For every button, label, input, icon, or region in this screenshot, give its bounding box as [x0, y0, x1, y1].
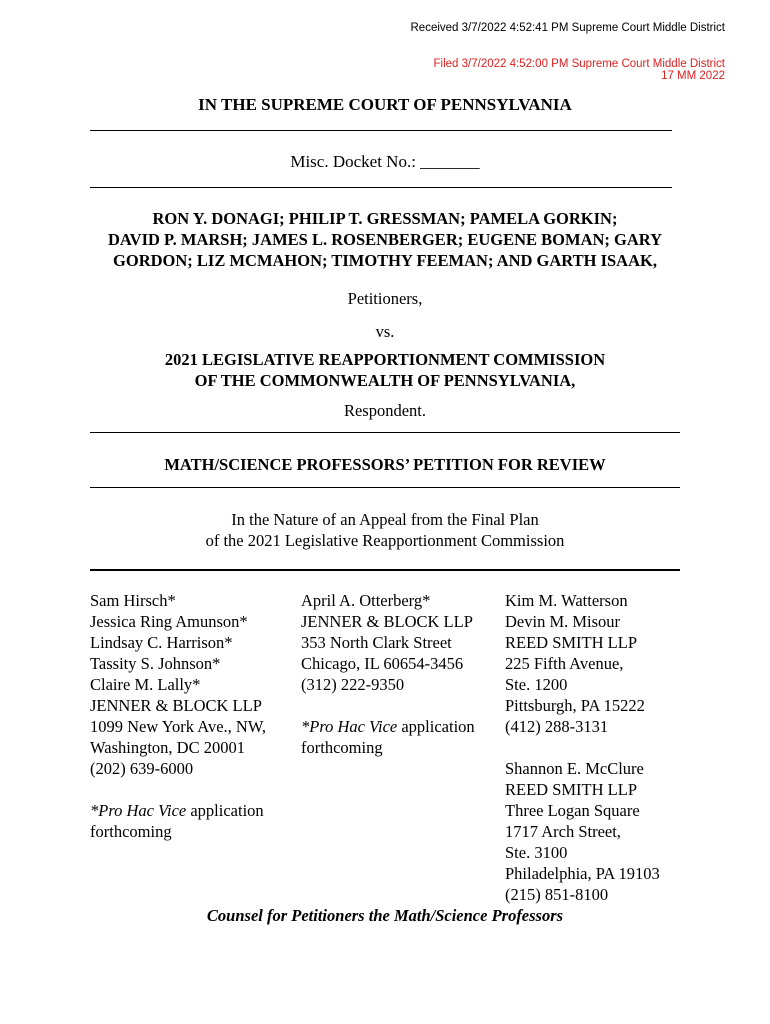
rule-above-counsel — [90, 569, 680, 571]
counsel-line: Ste. 3100 — [505, 843, 568, 862]
counsel-line: 1717 Arch Street, — [505, 822, 621, 841]
divider-top — [90, 130, 672, 131]
respondent-names — [90, 349, 680, 391]
counsel-line: REED SMITH LLP — [505, 633, 637, 652]
counsel-column-reed-smith — [505, 590, 660, 905]
counsel-line: April A. Otterberg* — [301, 591, 431, 610]
pro-hac-vice-rest: application — [186, 801, 264, 820]
filed-stamp-line2: 17 MM 2022 — [661, 70, 725, 82]
court-title: IN THE SUPREME COURT OF PENNSYLVANIA — [198, 95, 572, 114]
versus: vs. — [375, 322, 395, 341]
rule-below-title — [90, 487, 680, 488]
counsel-line: Shannon E. McClure — [505, 759, 644, 778]
counsel-line: REED SMITH LLP — [505, 780, 637, 799]
pro-hac-vice-italic: *Pro Hac Vice — [301, 717, 398, 736]
counsel-line: (312) 222-9350 — [301, 675, 405, 694]
pro-hac-vice-italic: *Pro Hac Vice — [90, 801, 187, 820]
counsel-line: Ste. 1200 — [505, 675, 568, 694]
respondent-line: 2021 LEGISLATIVE REAPPORTIONMENT COMMISSION — [164, 350, 606, 369]
counsel-line: Lindsay C. Harrison* — [90, 633, 233, 652]
pro-hac-vice-rest: application — [397, 717, 475, 736]
pro-hac-vice-note — [90, 800, 266, 821]
nature-of-appeal — [90, 509, 680, 551]
counsel-line: Kim M. Watterson — [505, 591, 628, 610]
petitioners-line: DAVID P. MARSH; JAMES L. ROSENBERGER; EUGENE BOMAN; GARY — [107, 230, 663, 249]
counsel-line: Philadelphia, PA 19103 — [505, 864, 660, 883]
counsel-line: Chicago, IL 60654-3456 — [301, 654, 464, 673]
counsel-footer: Counsel for Petitioners the Math/Science Professors — [206, 906, 564, 925]
petitioners-names — [90, 208, 680, 271]
pro-hac-vice-note-line2: forthcoming — [301, 738, 383, 757]
respondent-line: OF THE COMMONWEALTH OF PENNSYLVANIA, — [194, 371, 576, 390]
pro-hac-vice-note-line2: forthcoming — [90, 822, 172, 841]
petitioners-line: RON Y. DONAGI; PHILIP T. GRESSMAN; PAMELA GORKIN; — [152, 209, 618, 228]
rule-above-title — [90, 432, 680, 433]
nature-line: of the 2021 Legislative Reapportionment Commission — [205, 531, 565, 550]
counsel-line: Jessica Ring Amunson* — [90, 612, 248, 631]
counsel-line: 1099 New York Ave., NW, — [90, 717, 267, 736]
counsel-line: 353 North Clark Street — [301, 633, 452, 652]
counsel-line: Sam Hirsch* — [90, 591, 176, 610]
counsel-line: Three Logan Square — [505, 801, 640, 820]
counsel-column-jenner-chicago — [301, 590, 475, 758]
counsel-line: Washington, DC 20001 — [90, 738, 245, 757]
divider-docket — [90, 187, 672, 188]
counsel-line: Tassity S. Johnson* — [90, 654, 221, 673]
counsel-line: (202) 639-6000 — [90, 759, 194, 778]
received-stamp: Received 3/7/2022 4:52:41 PM Supreme Court Middle District — [410, 22, 725, 34]
counsel-line: (215) 851-8100 — [505, 885, 609, 904]
docket-number: Misc. Docket No.: _______ — [290, 152, 480, 171]
filed-stamp-line1: Filed 3/7/2022 4:52:00 PM Supreme Court Middle District — [433, 58, 725, 70]
counsel-line: Devin M. Misour — [505, 612, 621, 631]
counsel-line: JENNER & BLOCK LLP — [301, 612, 473, 631]
counsel-line: Pittsburgh, PA 15222 — [505, 696, 645, 715]
petitioners-label: Petitioners, — [347, 289, 423, 308]
respondent-label: Respondent. — [343, 401, 427, 420]
counsel-line: JENNER & BLOCK LLP — [90, 696, 262, 715]
petitioners-line: GORDON; LIZ MCMAHON; TIMOTHY FEEMAN; AND GARTH ISAAK, — [113, 251, 657, 270]
counsel-line: 225 Fifth Avenue, — [505, 654, 624, 673]
counsel-line: Claire M. Lally* — [90, 675, 201, 694]
counsel-line: (412) 288-3131 — [505, 717, 609, 736]
nature-line: In the Nature of an Appeal from the Final Plan — [231, 510, 539, 529]
document-title: MATH/SCIENCE PROFESSORS’ PETITION FOR REVIEW — [164, 455, 606, 474]
filed-stamp — [434, 58, 725, 82]
counsel-column-jenner-dc — [90, 590, 266, 842]
pro-hac-vice-note — [301, 716, 475, 737]
